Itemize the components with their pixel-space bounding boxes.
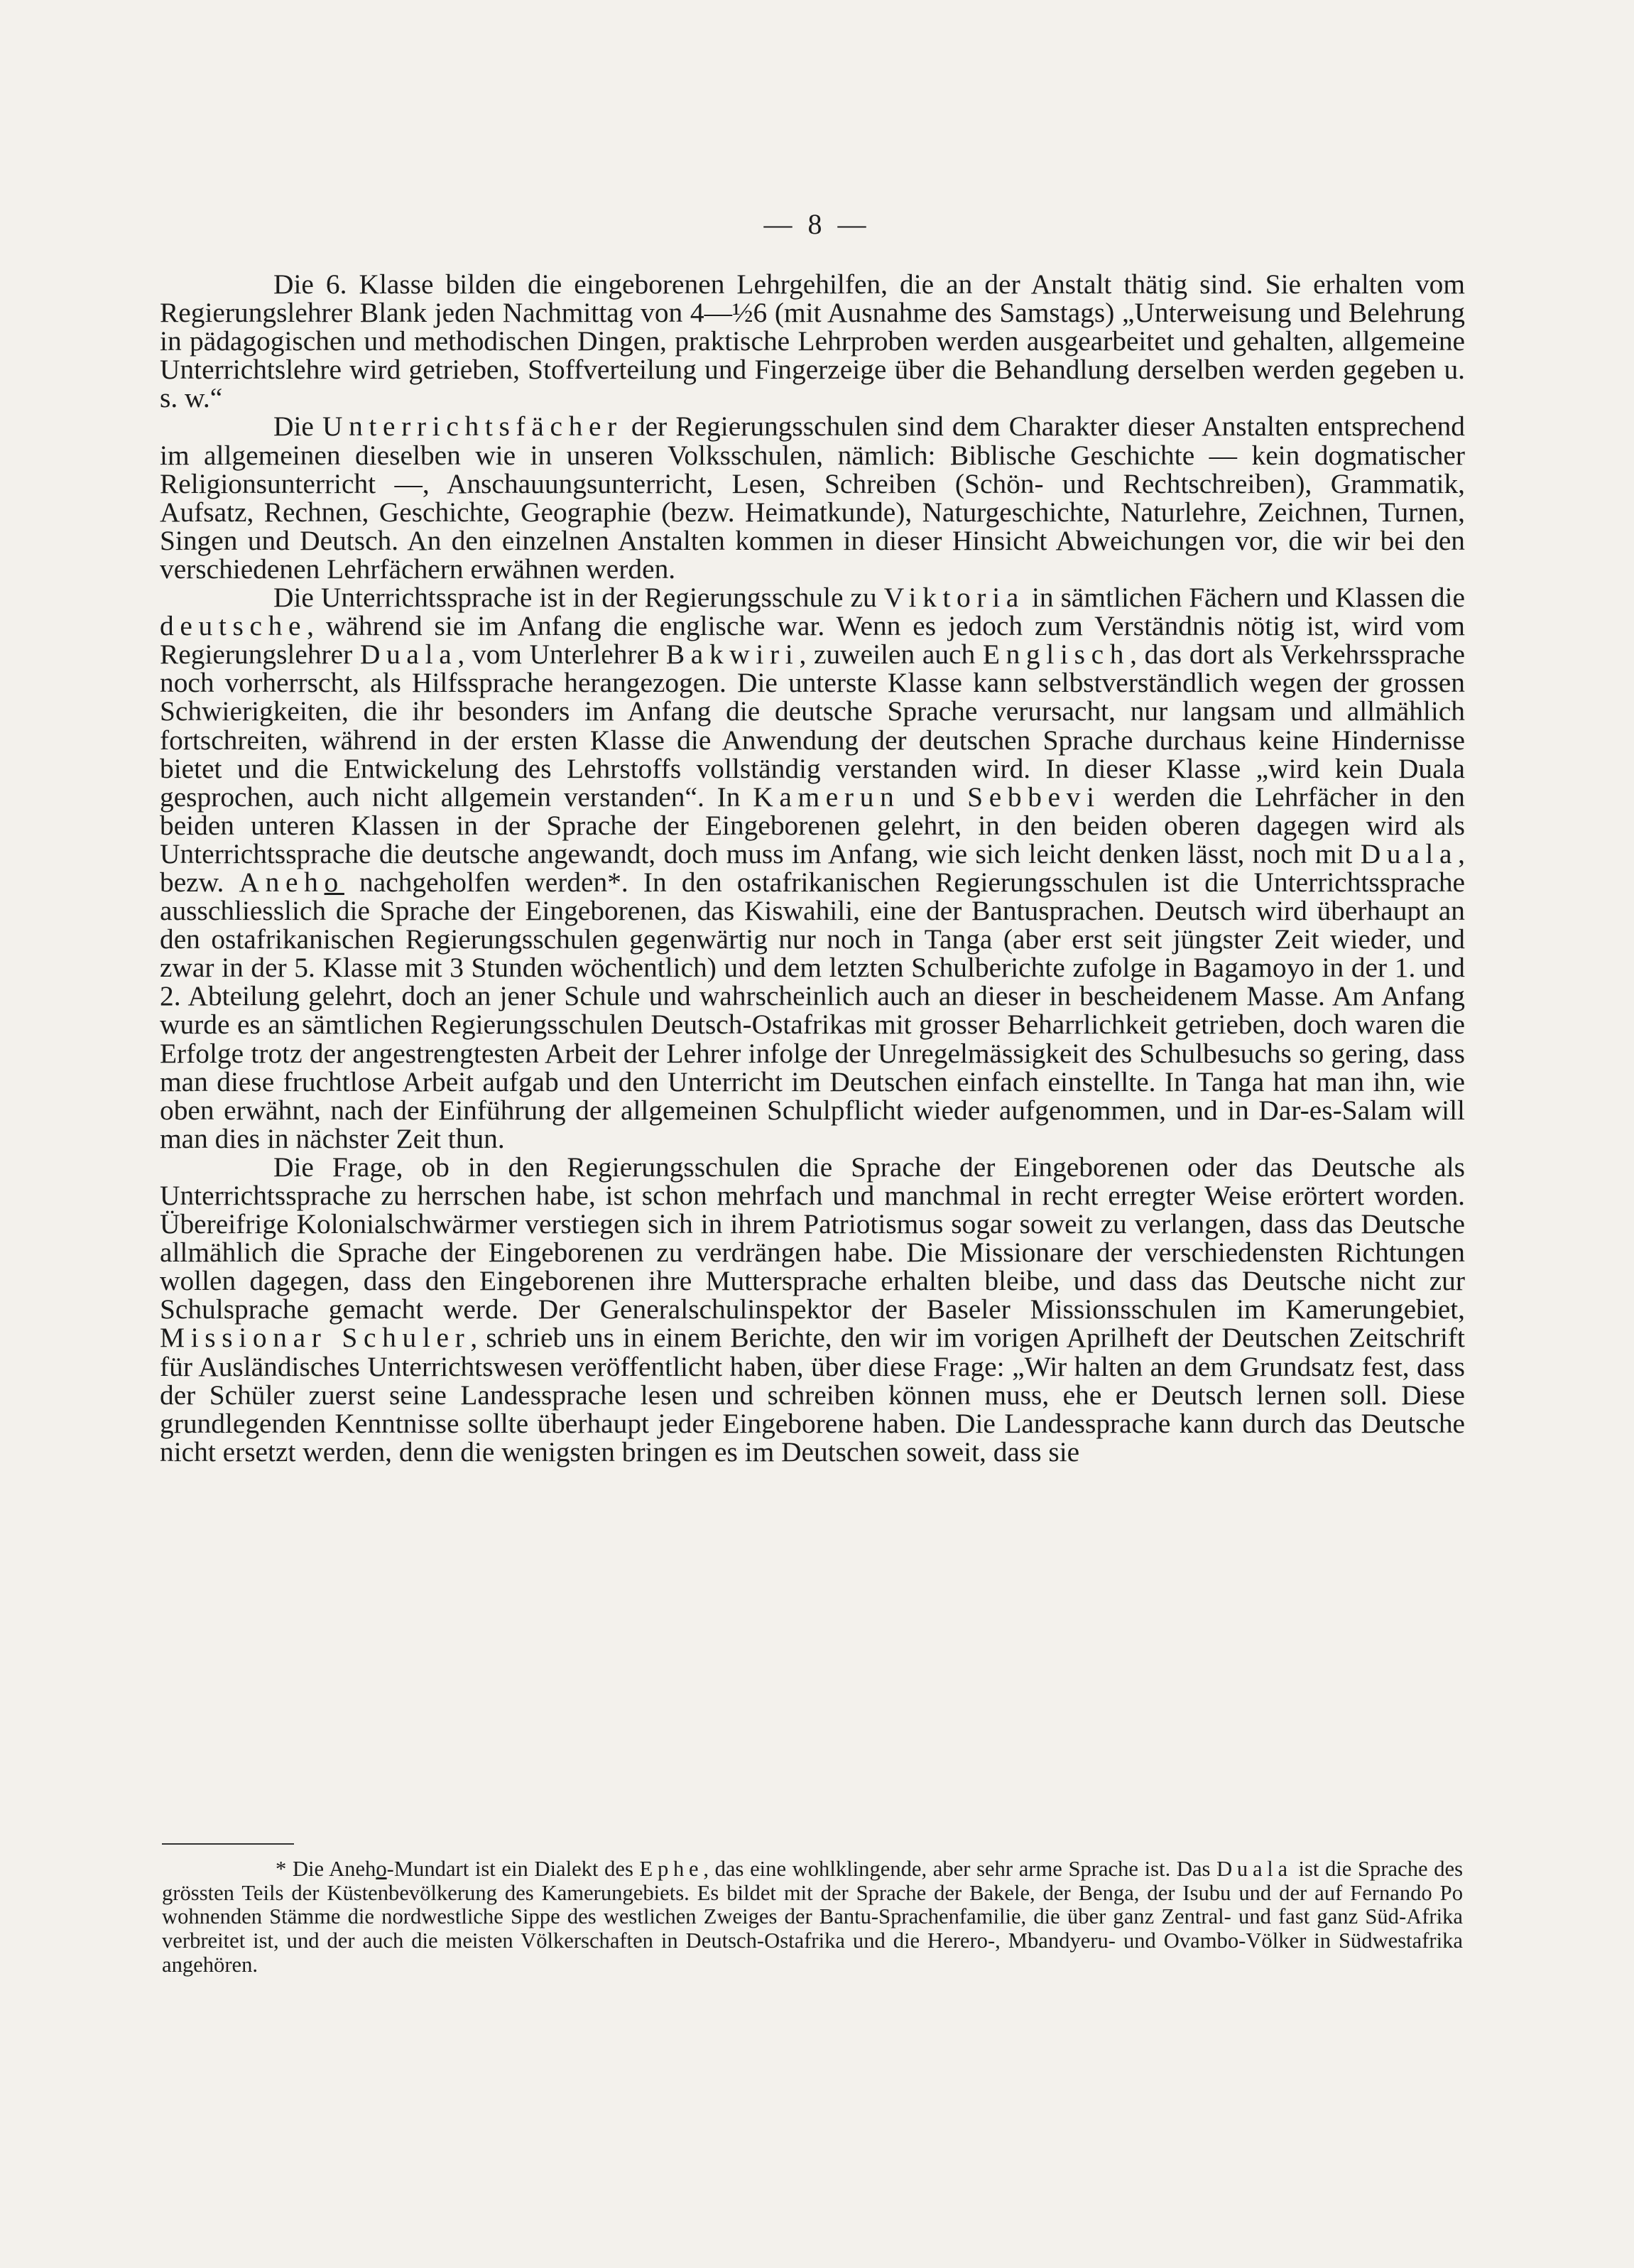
main-text — [160, 270, 1465, 1466]
text-run: Aneh — [329, 1857, 376, 1881]
page-number: — 8 — — [763, 208, 871, 240]
footnote-paragraph — [162, 1857, 1463, 1977]
text-run: , vom Unterlehrer — [457, 639, 666, 671]
text-run: , schrieb uns in einem Berichte, den wir im vorigen Aprilheft der Deutschen Zeitschrift für Ausländisches Unterrichtswesen veröffentlicht haben, über diese Frage: „Wir halten an dem Grundsatz fest, dass der Schüler zuerst seine Landessprache lesen und schreiben können muss, ehe er Deutsch lernen soll. Diese grundlegenden Kenntnisse sollte überhaupt jeder Eingeborene haben. Die Landessprache kann durch das Deutsche nicht ersetzt werden, denn die wenigsten bringen es im Deutschen soweit, dass sie — [160, 1322, 1465, 1467]
text-run: und — [900, 781, 968, 813]
text-run: , das dort als Verkehrssprache noch vorherrscht, als Hilfssprache herangezogen. Die unterste Klasse kann selbstverständlich wegen der grossen Schwierigkeiten, die ihr besonders im Anfang die deutsche Sprache verursacht, nur langsam und allmählich fortschreiten, während in der ersten Klasse die Anwendung der deutschen Sprache durchaus keine Hindernisse bietet und die Entwickelung des Lehrstoffs vollständig verstanden wird. In dieser Klasse „wird kein Duala gesprochen, auch nicht allgemein verstanden“. In — [160, 639, 1465, 813]
spaced-term: Duala — [359, 639, 458, 671]
paragraph-teaching-language — [160, 583, 1465, 1153]
footnote — [162, 1857, 1463, 1977]
text-run: in sämtlichen Fächern und Klassen die — [1024, 582, 1466, 614]
spaced-term: Englisch — [982, 639, 1131, 671]
text-run: werden die Lehrfächer in den beiden unteren Klassen in der Sprache der Eingeborenen gelehrt, in den beiden oberen dagegen wird als Unterrichtssprache die deutsche angewandt, doch muss im Anfang, wie sich leicht denken lässt, noch mit — [160, 781, 1466, 869]
spaced-term: Sebbevi — [967, 781, 1101, 813]
spaced-term: Aneh — [239, 866, 325, 898]
spaced-term: Duala — [1216, 1857, 1292, 1881]
text-run: Die — [273, 411, 322, 443]
paragraph-text: Die 6. Klasse bilden die eingeborenen Lehrgehilfen, die an der Anstalt thätig sind. Sie erhalten vom Regierungslehrer Blank jeden Nachmittag von 4—½6 (mit Ausnahme des Samstags) „Unterweisung und Belehrung in pädagogischen und methodischen Dingen, praktische Lehrproben werden ausgearbeitet und gehalten, allgemeine Unterrichtslehre wird getrieben, Stoffverteilung und Fingerzeige über die Behandlung derselben werden gegeben u. s. w.“ — [160, 268, 1465, 414]
spaced-term: Kamerun — [753, 781, 900, 813]
text-run: ist die Sprache des grössten Teils der Küstenbevölkerung des Kamerungebiets. Es bildet mit der Sprache der Bakele, der Benga, der Isubu und der auf Fernando Po wohnenden Stämme die nordwestliche Sippe des westlichen Zweiges der Bantu-Sprachenfamilie, die über ganz Zentral- und fast ganz Süd-Afrika verbreitet ist, und der auch die meisten Völkerschaften in Deutsch-Ostafrika und die Herero-, Mbandyeru- und Ovambo-Völker in Südwestafrika angehören. — [162, 1857, 1463, 1977]
spaced-term: Missionar Schuler — [160, 1322, 471, 1354]
text-run: , zuweilen auch — [799, 639, 983, 671]
text-run: nachgeholfen werden*. In den ostafrikanischen Regierungsschulen ist die Unterrichtssprache ausschliesslich die Sprache der Eingeborenen, das Kiswahili, eine der Bantusprachen. Deutsch wird überhaupt an den ostafrikanischen Regierungsschulen gegenwärtig nur noch in Tanga (aber erst seit jüngster Zeit wieder, und zwar in der 5. Klasse mit 3 Stunden wöchentlich) und dem letzten Schulberichte zufolge in Bagamoyo in der 1. und 2. Abteilung gelehrt, doch an jener Schule und wahrscheinlich auch an dieser in bescheidenem Masse. Am Anfang wurde es an sämtlichen Regierungsschulen Deutsch-Ostafrikas mit grosser Beharrlichkeit getrieben, doch waren die Erfolge trotz der angestrengtesten Arbeit der Lehrer infolge der Unregelmässigkeit des Schulbesuchs so gering, dass man diese fruchtlose Arbeit aufgab und den Unterricht im Deutschen einfach einstellte. In Tanga hat man ihn, wie oben erwähnt, nach der Einführung der allgemeinen Schulpflicht wieder aufgenommen, und in Dar-es-Salam will man dies in nächster Zeit thun. — [160, 866, 1466, 1154]
spaced-term: Unterrichtsfächer — [322, 411, 623, 443]
spaced-term: Viktoria — [883, 582, 1025, 614]
spaced-term: Ephe — [639, 1857, 704, 1881]
text-run: , während sie im Anfang die englische war. Wenn es jedoch zum Verständnis nötig ist, wird vom Regierungslehrer — [160, 610, 1465, 671]
text-run: , bezw. — [160, 837, 1465, 898]
text-run: * Die — [276, 1857, 329, 1881]
text-run: der Regierungsschulen sind dem Charakter dieser Anstalten entsprechend im allgemeinen dieselben wie in unseren Volksschulen, nämlich: Biblische Geschichte — kein dogmatischer Religionsunterricht —, Anschauungsunterricht, Lesen, Schreiben (Schön- und Rechtschreiben), Grammatik, Aufsatz, Rechnen, Geschichte, Geographie (bezw. Heimatkunde), Naturgeschichte, Naturlehre, Zeichnen, Turnen, Singen und Deutsch. An den einzelnen Anstalten kommen in dieser Hinsicht Abweichungen vor, die wir bei den verschiedenen Lehrfächern erwähnen werden. — [160, 411, 1465, 585]
text-run: -Mundart ist ein Dialekt des — [386, 1857, 640, 1881]
text-run: Die Frage, ob in den Regierungsschulen die Sprache der Eingeborenen oder das Deutsche als Unterrichtssprache zu herrschen habe, ist schon mehrfach und manchmal in recht erregter Weise erörtert worden. Übereifrige Kolonialschwärmer verstiegen sich in ihrem Patriotismus sogar soweit zu verlangen, dass das Deutsche allmählich die Sprache der Eingeborenen zu verdrängen habe. Die Missionare der verschiedensten Richtungen wollen dagegen, dass den Eingeborenen ihre Muttersprache erhalten bleibe, und dass das Deutsche nicht zur Schulsprache gemacht werde. Der Generalschulinspektor der Baseler Missionsschulen im Kamerungebiet, — [160, 1151, 1465, 1325]
paragraph-teacher-assistants — [160, 270, 1465, 412]
spaced-term-underlined: o — [324, 866, 344, 898]
footnote-rule — [162, 1843, 294, 1845]
spaced-term: deutsche — [160, 610, 307, 642]
underlined-letter: o — [376, 1857, 387, 1881]
spaced-term: Bakwiri — [665, 639, 800, 671]
spaced-term: Duala — [1360, 837, 1459, 869]
paragraph-subjects — [160, 412, 1465, 583]
text-run: Die Unterrichtssprache ist in der Regierungsschule zu — [273, 582, 884, 614]
paragraph-language-question — [160, 1153, 1465, 1466]
text-run: , das eine wohlklingende, aber sehr arme Sprache ist. Das — [703, 1857, 1217, 1881]
